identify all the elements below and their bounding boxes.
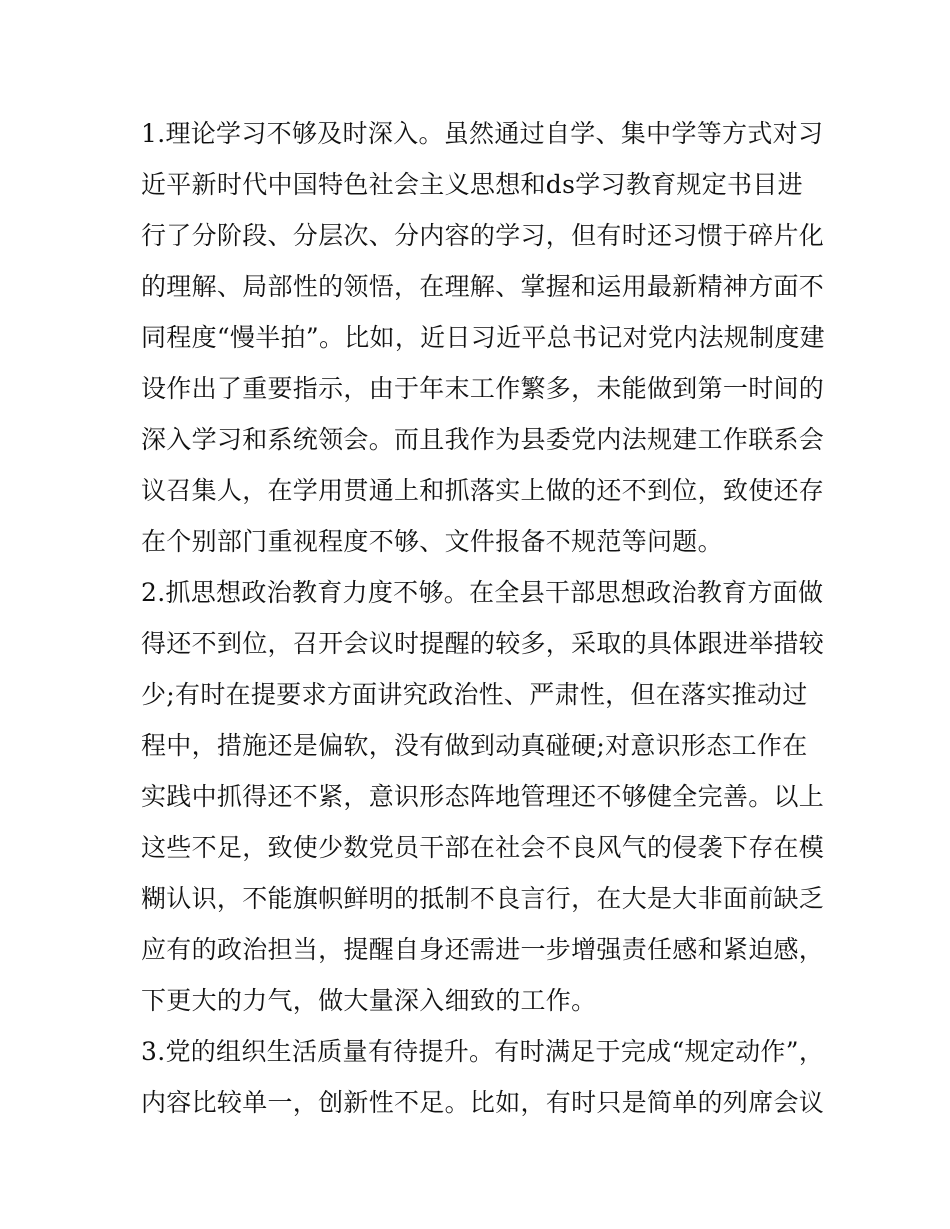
text-line: 糊认识，不能旗帜鲜明的抵制不良言行，在大是大非面前缺乏 xyxy=(141,884,825,913)
text-line: 近平新时代中国特色社会主义思想和ds学习教育规定书目进 xyxy=(141,170,803,199)
text-line: 同程度“慢半拍”。比如，近日习近平总书记对党内法规制度建 xyxy=(141,323,825,352)
text-line: 这些不足，致使少数党员干部在社会不良风气的侵袭下存在模 xyxy=(141,833,825,862)
text-line: 设作出了重要指示，由于年末工作繁多，未能做到第一时间的 xyxy=(141,374,825,403)
text-line: 应有的政治担当，提醒自身还需进一步增强责任感和紧迫感， xyxy=(141,935,825,964)
text-line: 行了分阶段、分层次、分内容的学习，但有时还习惯于碎片化 xyxy=(141,221,825,250)
text-line: 实践中抓得还不紧，意识形态阵地管理还不够健全完善。以上 xyxy=(141,782,825,811)
text-line: 的理解、局部性的领悟，在理解、掌握和运用最新精神方面不 xyxy=(141,272,825,301)
text-line: 3.党的组织生活质量有待提升。有时满足于完成“规定动作”， xyxy=(141,1037,825,1066)
text-line: 议召集人，在学用贯通上和抓落实上做的还不到位，致使还存 xyxy=(141,476,825,505)
text-line: 下更大的力气，做大量深入细致的工作。 xyxy=(141,986,597,1015)
text-line: 在个别部门重视程度不够、文件报备不规范等问题。 xyxy=(141,527,723,556)
text-line: 2.抓思想政治教育力度不够。在全县干部思想政治教育方面做 xyxy=(141,578,824,607)
text-line: 1.理论学习不够及时深入。虽然通过自学、集中学等方式对习 xyxy=(141,119,824,148)
text-line: 程中，措施还是偏软，没有做到动真碰硬;对意识形态工作在 xyxy=(141,731,808,760)
text-line: 深入学习和系统领会。而且我作为县委党内法规建工作联系会 xyxy=(141,425,825,454)
text-line: 得还不到位，召开会议时提醒的较多，采取的具体跟进举措较 xyxy=(141,629,825,658)
text-line: 少;有时在提要求方面讲究政治性、严肃性，但在落实推动过 xyxy=(141,680,808,709)
document-body xyxy=(141,108,825,1128)
text-line: 内容比较单一，创新性不足。比如，有时只是简单的列席会议 xyxy=(141,1088,825,1117)
